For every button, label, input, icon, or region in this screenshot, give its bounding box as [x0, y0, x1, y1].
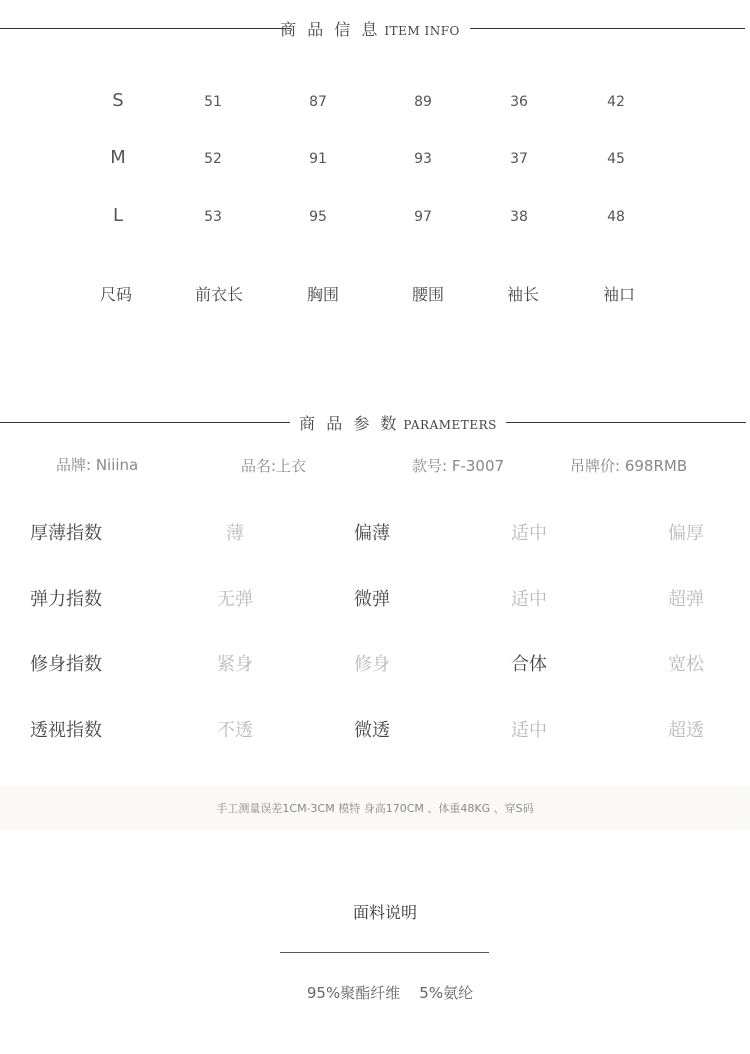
- size-table-header: 袖长: [506, 285, 539, 304]
- item-info-title-cn: 商 品 信 息: [280, 20, 381, 39]
- style-number-info: 款号: F-3007: [412, 457, 505, 475]
- size-value: 42: [607, 94, 625, 110]
- index-option: 超弹: [668, 589, 704, 610]
- brand-info: 品牌: Niiina: [56, 456, 139, 474]
- parameters-title-en: PARAMETERS: [403, 418, 497, 432]
- index-label: 厚薄指数: [30, 523, 102, 544]
- size-value: 95: [309, 209, 327, 225]
- size-value: 51: [204, 94, 222, 110]
- product-name-info: 品名:上衣: [241, 457, 307, 475]
- index-option: 适中: [511, 720, 547, 741]
- index-option: 不透: [217, 720, 253, 741]
- size-table-header: 腰围: [411, 285, 444, 304]
- size-value: 45: [607, 151, 625, 167]
- size-table-header: 胸围: [306, 285, 339, 304]
- size-value: 87: [309, 94, 327, 110]
- size-value: 38: [510, 209, 528, 225]
- size-value: 37: [510, 151, 528, 167]
- fabric-divider: [280, 952, 489, 953]
- measurement-notice: 手工测量误差1CM-3CM 模特 身高170CM 、体重48KG 、穿S码: [216, 802, 534, 815]
- size-label: M: [110, 147, 126, 168]
- index-option: 宽松: [668, 654, 704, 675]
- size-value: 89: [414, 94, 432, 110]
- size-table-header: 前衣长: [194, 285, 243, 304]
- size-label: S: [112, 90, 124, 111]
- size-value: 91: [309, 151, 327, 167]
- index-option-selected: 合体: [511, 654, 547, 675]
- item-info-title: [0, 17, 745, 40]
- fabric-composition: 95%聚酯纤维 5%氨纶: [306, 984, 474, 1002]
- index-option: 适中: [511, 589, 547, 610]
- index-label: 透视指数: [30, 720, 102, 741]
- size-table-header: 尺码: [99, 285, 132, 304]
- size-value: 36: [510, 94, 528, 110]
- index-option: 修身: [354, 654, 390, 675]
- size-value: 93: [414, 151, 432, 167]
- index-option-selected: 微弹: [354, 589, 390, 610]
- index-option-selected: 微透: [354, 720, 390, 741]
- size-value: 52: [204, 151, 222, 167]
- index-option-selected: 偏薄: [354, 523, 390, 544]
- tag-price-info: 吊牌价: 698RMB: [570, 457, 688, 475]
- size-value: 48: [607, 209, 625, 225]
- parameters-title-cn: 商 品 参 数: [299, 414, 400, 433]
- size-table-header: 袖口: [602, 285, 635, 304]
- size-value: 97: [414, 209, 432, 225]
- index-option: 紧身: [217, 654, 253, 675]
- index-option: 超透: [668, 720, 704, 741]
- index-option: 偏厚: [668, 523, 704, 544]
- index-label: 修身指数: [30, 654, 102, 675]
- size-value: 53: [204, 209, 222, 225]
- fabric-title: 面料说明: [352, 903, 417, 922]
- index-label: 弹力指数: [30, 589, 102, 610]
- parameters-title: [23, 411, 750, 434]
- index-option: 无弹: [217, 589, 253, 610]
- size-label: L: [112, 205, 124, 226]
- index-option: 薄: [226, 523, 244, 544]
- index-option: 适中: [511, 523, 547, 544]
- item-info-title-en: ITEM INFO: [384, 24, 460, 38]
